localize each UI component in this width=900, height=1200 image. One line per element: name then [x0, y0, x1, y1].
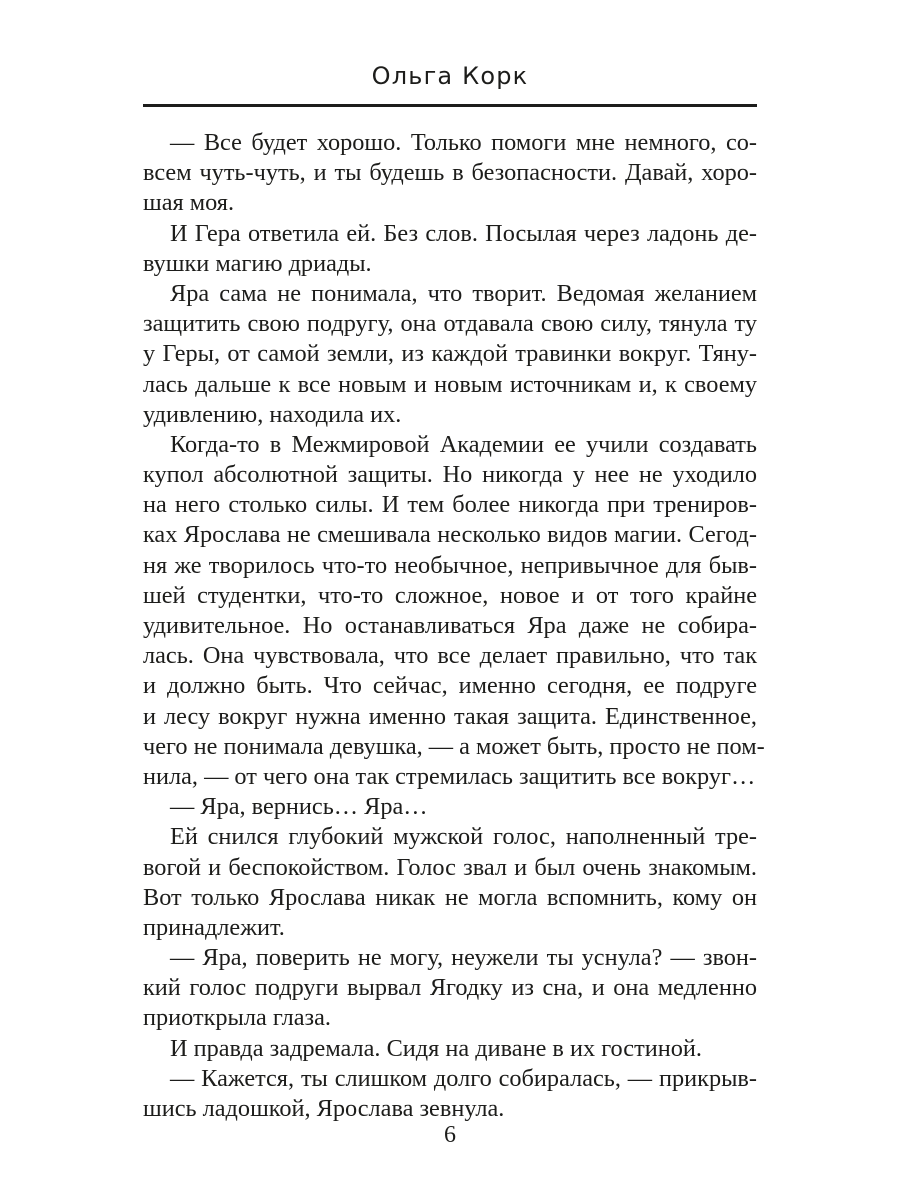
text-line: ня же творилось что-то необычное, непривычное для быв- [143, 551, 757, 579]
text-line: — Все будет хорошо. Только помоги мне немного, со- [170, 129, 757, 156]
text-line: и лесу вокруг нужна именно такая защита. Единственное, [143, 702, 757, 730]
text-line: на него столько силы. И тем более никогда при трениров- [143, 491, 757, 519]
text-line: — Яра, поверить не могу, неужели ты уснула? — звон- [170, 944, 757, 972]
text-line: вогой и беспокойством. Голос звал и был очень знакомым. [143, 853, 757, 881]
text-line: Когда-то в Межмировой Академии ее учили создавать [170, 430, 757, 458]
text-line: Вот только Ярослава никак не могла вспомнить, кому он [143, 883, 757, 911]
text-line: И Гера ответила ей. Без слов. Посылая через ладонь де- [170, 219, 757, 247]
text-line: шая моя. [143, 189, 235, 217]
text-line: вушки магию дриады. [143, 249, 372, 277]
text-line: ках Ярослава не смешивала несколько видов магии. Сегод- [143, 521, 757, 549]
text-line: чего не понимала девушка, — а может быть, просто не пом- [143, 732, 765, 760]
text-line: лась дальше к все новым и новым источникам и, к своему [143, 370, 757, 398]
text-line: Ей снился глубокий мужской голос, наполненный тре- [170, 823, 757, 851]
text-line: шей студентки, что-то сложное, новое и от того крайне [143, 581, 757, 609]
text-line: у Геры, от самой земли, из каждой травинки вокруг. Тяну- [143, 340, 757, 368]
text-line: шись ладошкой, Ярослава зевнула. [143, 1095, 505, 1122]
text-line: приоткрыла глаза. [143, 1004, 331, 1032]
body-text [143, 128, 765, 1124]
text-line: всем чуть-чуть, и ты будешь в безопасности. Давай, хоро- [143, 159, 757, 187]
text-line: защитить свою подругу, она отдавала свою силу, тянула ту [143, 310, 757, 338]
text-line: кий голос подруги вырвал Ягодку из сна, и она медленно [143, 974, 757, 1002]
text-line: принадлежит. [143, 913, 285, 941]
text-line: лась. Она чувствовала, что все делает правильно, что так [143, 642, 757, 670]
text-line: И правда задремала. Сидя на диване в их гостиной. [170, 1034, 702, 1062]
header-rule [143, 104, 757, 107]
text-line: удивительное. Но останавливаться Яра даже не собира- [143, 612, 757, 639]
running-head-author: Ольга Корк [371, 62, 529, 90]
text-line: удивлению, находила их. [143, 400, 402, 428]
text-line: — Яра, вернись… Яра… [170, 793, 428, 821]
page-number: 6 [444, 1122, 456, 1148]
text-line: и должно быть. Что сейчас, именно сегодня, ее подруге [143, 672, 757, 700]
text-line: Яра сама не понимала, что творит. Ведомая желанием [170, 279, 757, 307]
text-line: нила, — от чего она так стремилась защитить все вокруг… [143, 762, 756, 790]
text-line: купол абсолютной защиты. Но никогда у нее не уходило [143, 461, 757, 489]
text-line: — Кажется, ты слишком долго собиралась, — прикрыв- [170, 1064, 757, 1092]
